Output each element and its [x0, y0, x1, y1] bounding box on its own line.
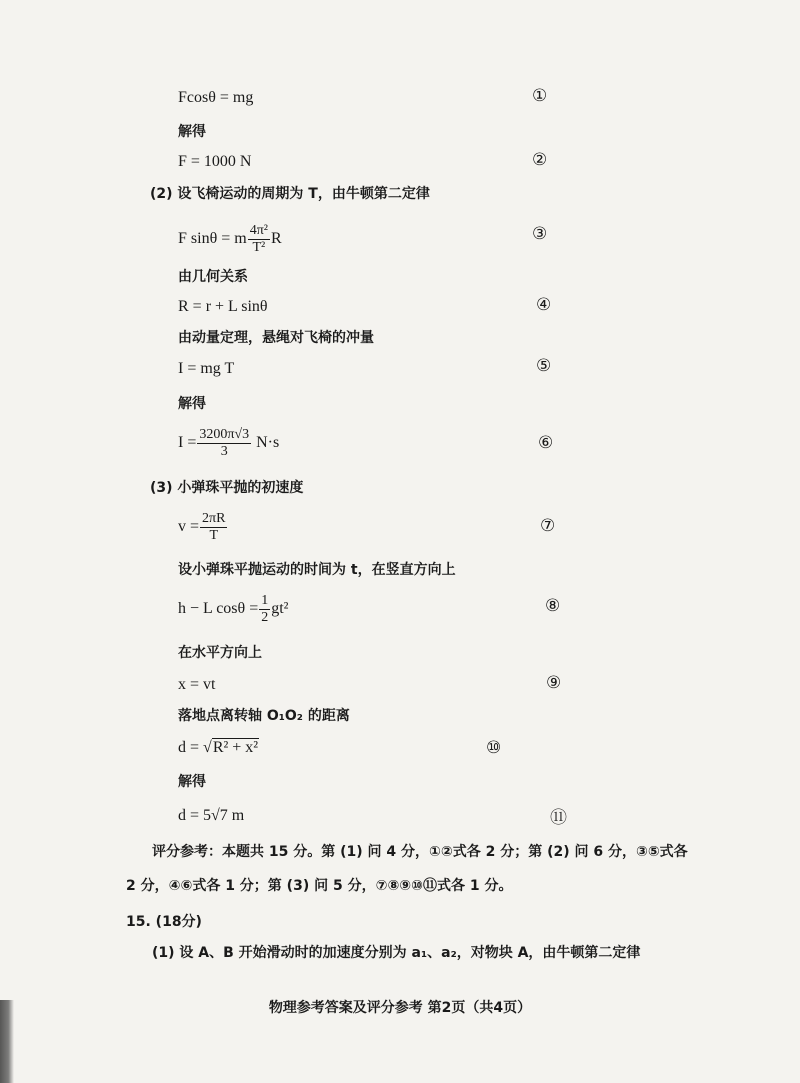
equation-10-left: d =	[178, 739, 200, 756]
text-line: 落地点离转轴 O₁O₂ 的距离	[178, 708, 350, 724]
fraction-numerator: 2πR	[202, 510, 226, 526]
radicand: R² + x²	[212, 739, 259, 756]
fraction-numerator: 1	[261, 592, 269, 608]
equation-11: d = 5√7 m	[178, 807, 245, 824]
equation-mark-4: ④	[536, 295, 552, 315]
equation-2: F = 1000 N	[178, 153, 252, 170]
page-footer: 物理参考答案及评分参考 第2页（共4页）	[268, 1000, 532, 1016]
fraction-denominator: 2	[261, 609, 269, 625]
fraction	[259, 593, 270, 626]
equation-mark-10: ⑩	[486, 738, 502, 758]
text-line: 解得	[178, 124, 206, 140]
equation-mark-7: ⑦	[540, 516, 556, 536]
scoring-note-line-1: 评分参考：本题共 15 分。第 (1) 问 4 分，①②式各 2 分；第 (2) 问 6 分，③⑤式各	[152, 844, 688, 860]
equation-6	[178, 426, 279, 460]
text-line: (2) 设飞椅运动的周期为 T，由牛顿第二定律	[150, 186, 430, 202]
equation-mark-6: ⑥	[538, 433, 554, 453]
fraction-denominator: T	[209, 527, 219, 543]
equation-mark-2: ②	[532, 150, 548, 170]
equation-mark-8: ⑧	[545, 596, 561, 616]
fraction-numerator: 3200π√3	[199, 426, 250, 442]
equation-3-left: F sinθ = m	[178, 230, 247, 247]
equation-9: x = vt	[178, 676, 216, 693]
equation-8-right: gt²	[271, 600, 289, 617]
scoring-note-line-2: 2 分，④⑥式各 1 分；第 (3) 问 5 分，⑦⑧⑨⑩⑪式各 1 分。	[126, 878, 513, 894]
equation-mark-3: ③	[532, 224, 548, 244]
text-line: 解得	[178, 774, 206, 790]
equation-7-left: v =	[178, 518, 200, 535]
equation-8	[178, 592, 288, 626]
equation-mark-11: ⑪	[550, 808, 567, 828]
question-number: 15. (18分)	[126, 914, 202, 930]
equation-4: R = r + L sinθ	[178, 298, 268, 315]
fraction-numerator: 4π²	[249, 222, 268, 238]
text-line: (3) 小弹珠平抛的初速度	[150, 480, 304, 496]
text-line: 解得	[178, 396, 206, 412]
equation-8-left: h − L cosθ =	[178, 600, 259, 617]
text-line: 设小弹珠平抛运动的时间为 t，在竖直方向上	[178, 562, 456, 578]
scan-edge-shadow	[0, 1000, 14, 1083]
equation-3-right: R	[270, 230, 282, 247]
text-line: 由几何关系	[178, 269, 248, 285]
equation-7	[178, 510, 228, 544]
fraction	[248, 223, 270, 256]
equation-1: Fcosθ = mg	[178, 89, 254, 106]
text-line: 在水平方向上	[178, 645, 262, 661]
equation-5: I = mg T	[178, 360, 235, 377]
text-line: (1) 设 A、B 开始滑动时的加速度分别为 a₁、a₂，对物块 A，由牛顿第二定律	[152, 945, 641, 961]
equation-mark-5: ⑤	[536, 356, 552, 376]
fraction	[197, 427, 251, 460]
fraction	[200, 511, 227, 544]
text-line: 由动量定理，悬绳对飞椅的冲量	[178, 330, 374, 346]
equation-6-left: I =	[178, 434, 197, 451]
equation-6-unit: N·s	[256, 434, 280, 451]
fraction-denominator: T²	[252, 239, 266, 255]
fraction-denominator: 3	[220, 443, 228, 459]
equation-10: d = √R² + x²	[178, 739, 259, 756]
equation-3	[178, 222, 282, 256]
equation-mark-9: ⑨	[546, 673, 562, 693]
equation-mark-1: ①	[532, 86, 548, 106]
